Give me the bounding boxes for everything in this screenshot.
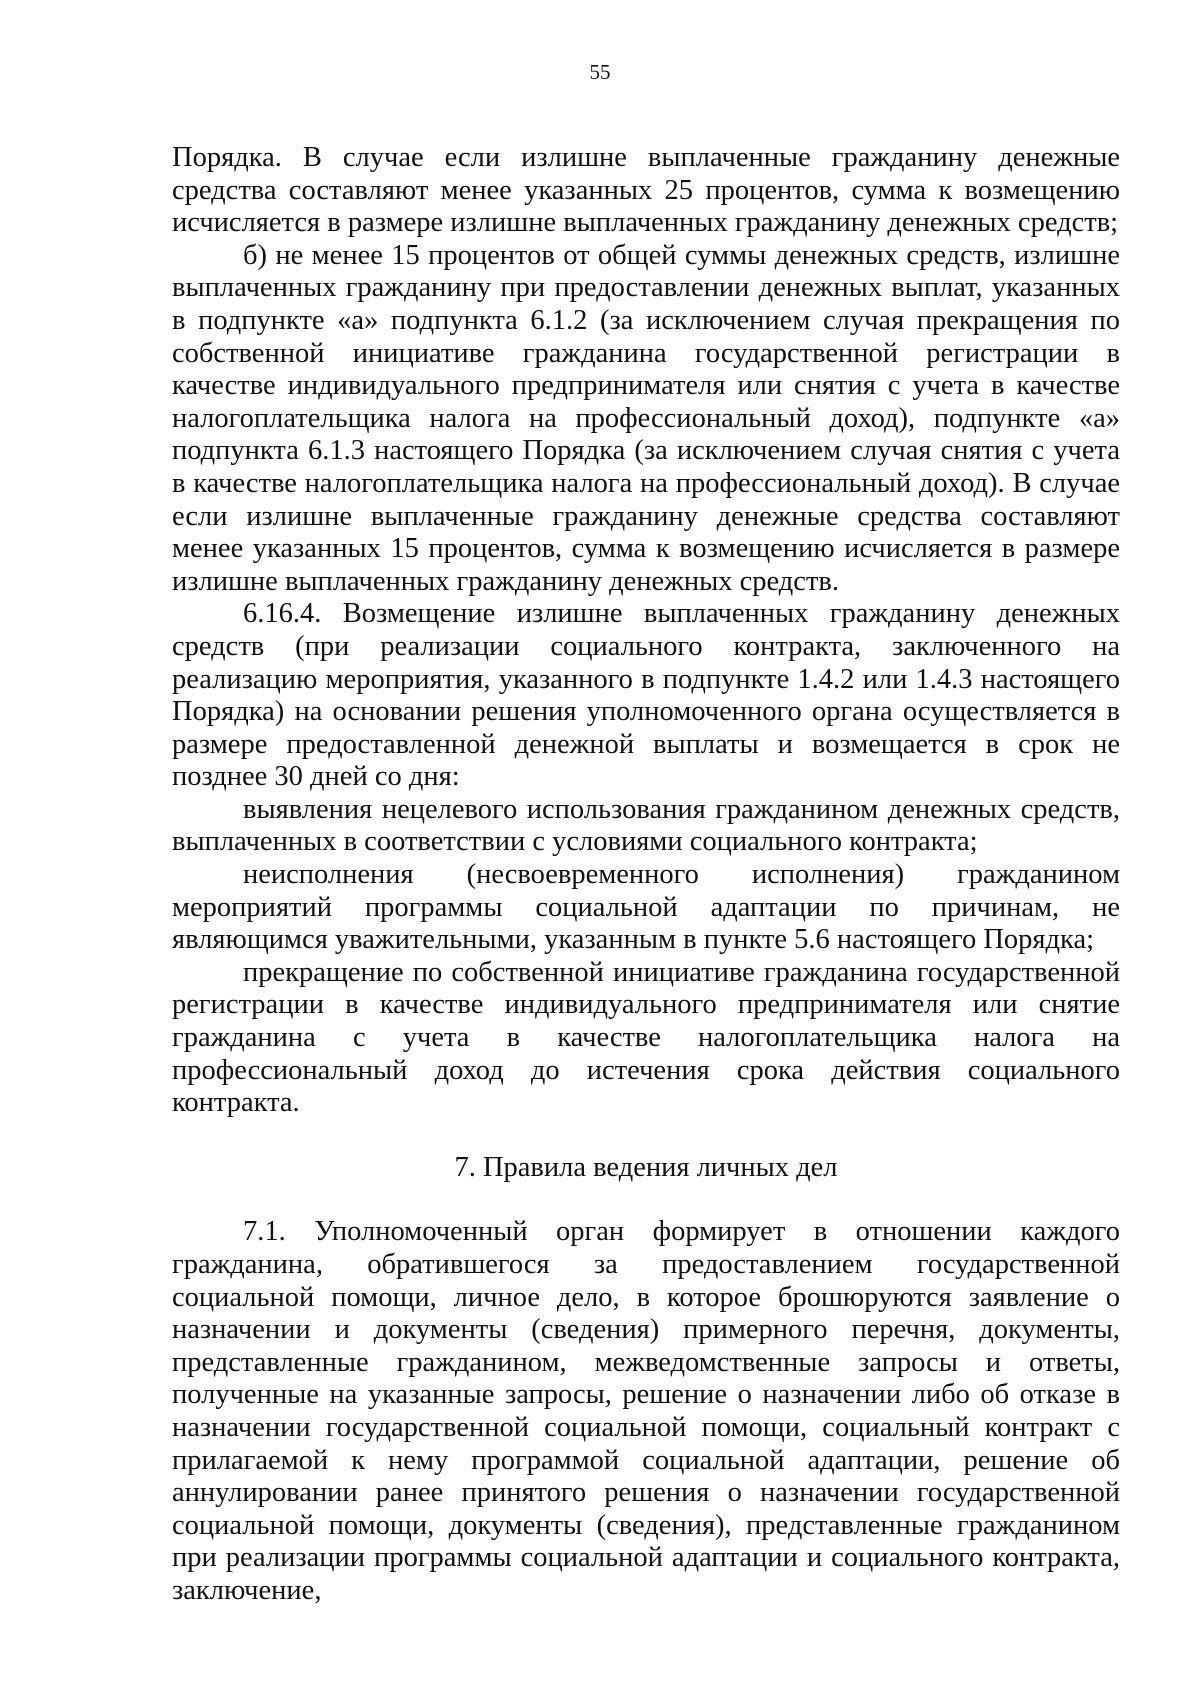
paragraph-continuation: Порядка. В случае если излишне выплаченные гражданину денежные средства составляют менее указанных 25 процентов, сумма к возмещению исчисляется в размере излишне выплаченных гражданину денежных средств; xyxy=(172,142,1120,239)
paragraph-7-1: 7.1. Уполномоченный орган формирует в отношении каждого гражданина, обратившегося за предоставлением государственной социальной помощи, личное дело, в которое брошюруются заявление о назначении и документы (сведения) примерного перечня, документы, представленные гражданином, межведомственные запросы и ответы, полученные на указанные запросы, решение о назначении либо об отказе в назначении государственной социальной помощи, социальный контракт с прилагаемой к нему программой социальной адаптации, решение об аннулировании ранее принятого решения о назначении государственной социальной помощи, документы (сведения), представленные гражданином при реализации программы социальной адаптации и социального контракта, заключение, xyxy=(172,1216,1120,1606)
page-number: 55 xyxy=(589,60,611,84)
document-body xyxy=(172,142,1120,1608)
paragraph-subitem-b: б) не менее 15 процентов от общей суммы денежных средств, излишне выплаченных гражданину при предоставлении денежных выплат, указанных в подпункте «а» подпункта 6.1.2 (за исключением случая прекращения по собственной инициативе гражданина государственной регистрации в качестве индивидуального предпринимателя или снятия с учета в качестве налогоплательщика налога на профессиональный доход), подпункте «а» подпункта 6.1.3 настоящего Порядка (за исключением случая снятия с учета в качестве налогоплательщика налога на профессиональный доход). В случае если излишне выплаченные гражданину денежные средства составляют менее указанных 15 процентов, сумма к возмещению исчисляется в размере излишне выплаченных гражданину денежных средств. xyxy=(172,239,1120,597)
paragraph-list-item: неисполнения (несвоевременного исполнения) гражданином мероприятий программы социальной адаптации по причинам, не являющимся уважительными, указанным в пункте 5.6 настоящего Порядка; xyxy=(172,859,1120,956)
paragraph-list-item: выявления нецелевого использования гражданином денежных средств, выплаченных в соответствии с условиями социального контракта; xyxy=(172,793,1120,858)
section-heading: 7. Правила ведения личных дел xyxy=(454,1151,838,1183)
paragraph-list-item: прекращение по собственной инициативе гражданина государственной регистрации в качестве индивидуального предпринимателя или снятие гражданина с учета в качестве налогоплательщика налога на профессиональный доход до истечения срока действия социального контракта. xyxy=(172,956,1120,1119)
paragraph-6-16-4: 6.16.4. Возмещение излишне выплаченных гражданину денежных средств (при реализации социального контракта, заключенного на реализацию мероприятия, указанного в подпункте 1.4.2 или 1.4.3 настоящего Порядка) на основании решения уполномоченного органа осуществляется в размере предоставленной денежной выплаты и возмещается в срок не позднее 30 дней со дня: xyxy=(172,598,1120,793)
